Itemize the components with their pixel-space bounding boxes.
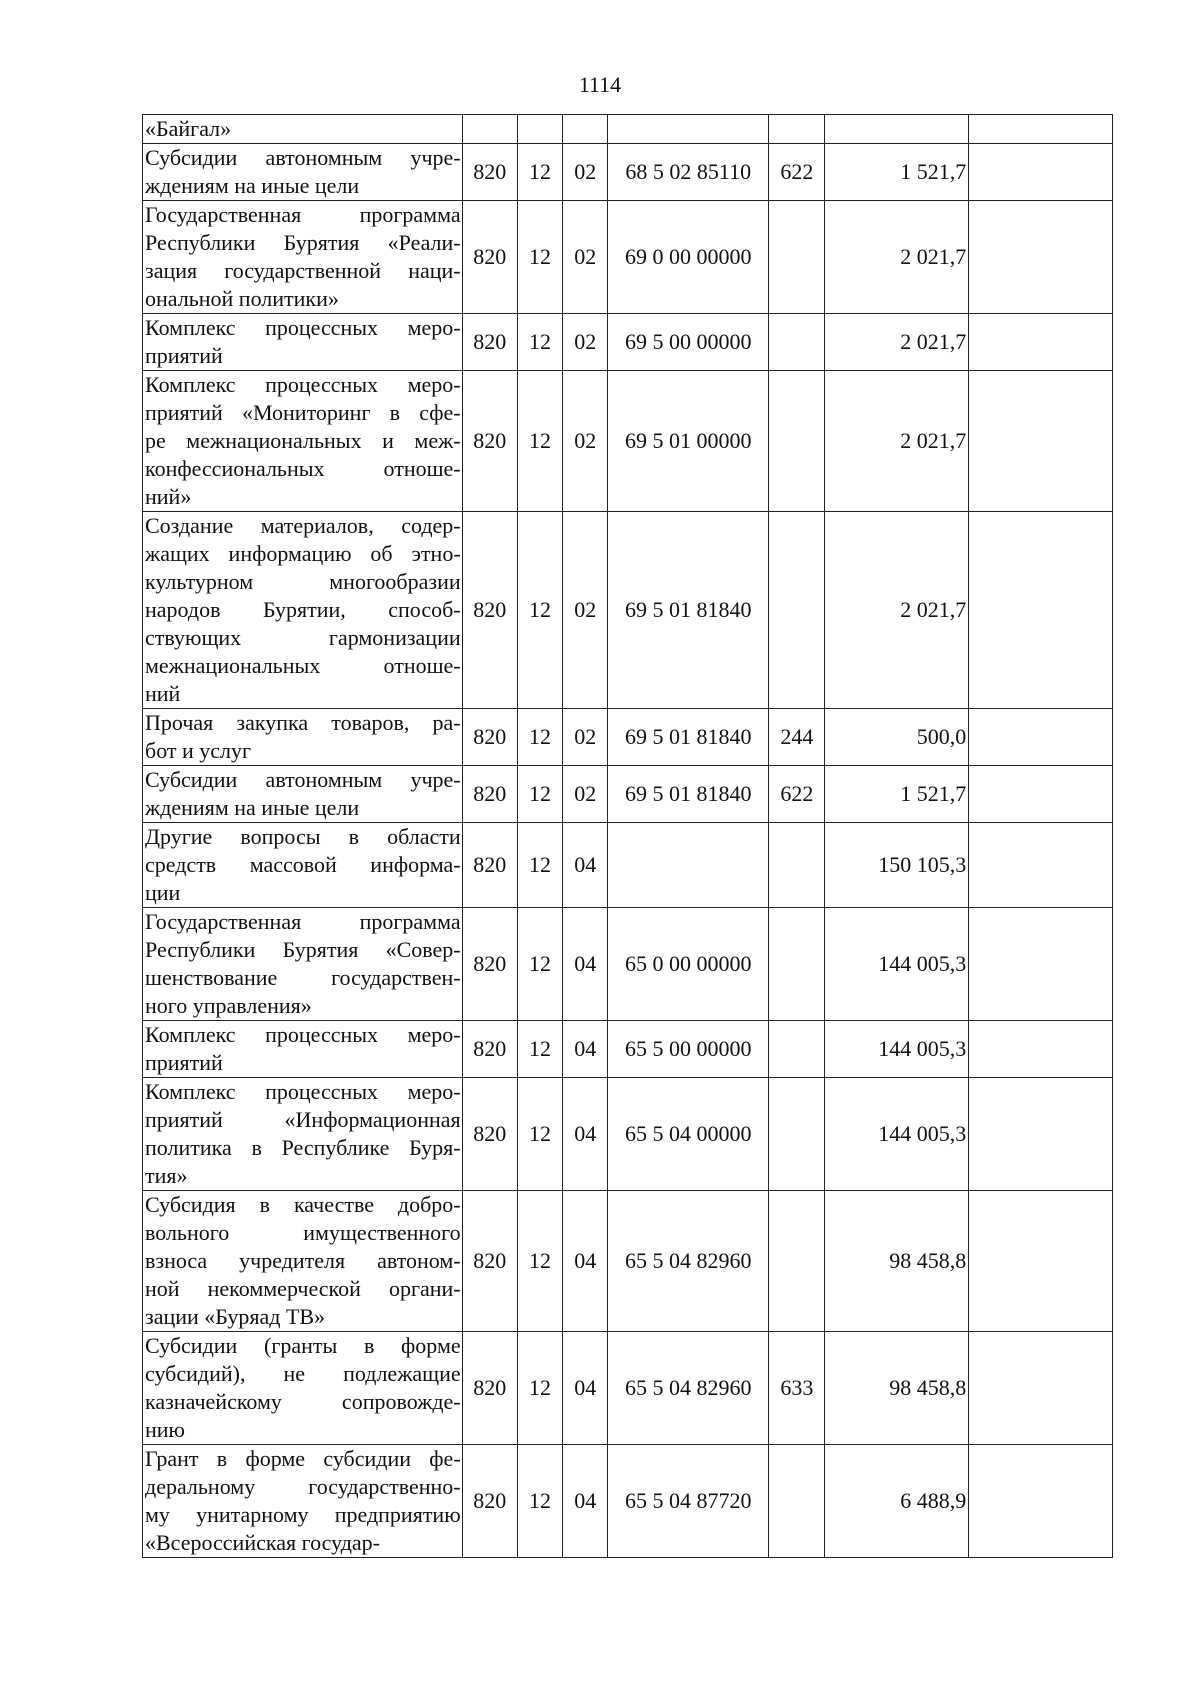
cell-rz: 12	[517, 1078, 562, 1191]
cell-ved: 820	[462, 1078, 517, 1191]
name-line: приятий «Информационная	[145, 1107, 461, 1132]
name-line: вольного имущественного	[145, 1220, 461, 1245]
cell-ved: 820	[462, 144, 517, 201]
name-line: тия»	[145, 1163, 188, 1188]
cell-rz: 12	[517, 144, 562, 201]
cell-vr	[769, 1021, 825, 1078]
cell-rz: 12	[517, 766, 562, 823]
cell-name	[143, 115, 463, 144]
name-line: Субсидии автономным учре-	[145, 767, 461, 792]
name-line: Комплекс процессных меро-	[145, 372, 461, 397]
table-row	[143, 1332, 1113, 1445]
name-line: «Байгал»	[145, 116, 232, 141]
name-line: Республики Бурятия «Совер-	[145, 937, 461, 962]
cell-pr: 04	[563, 1445, 608, 1558]
cell-vr	[769, 908, 825, 1021]
cell-pr: 04	[563, 1021, 608, 1078]
name-line: му унитарному предприятию	[145, 1502, 461, 1527]
cell-pr: 04	[563, 1078, 608, 1191]
table-row	[143, 144, 1113, 201]
table-row	[143, 371, 1113, 512]
cell-empty	[969, 144, 1113, 201]
cell-rz: 12	[517, 1332, 562, 1445]
cell-rz: 12	[517, 908, 562, 1021]
cell-name	[143, 908, 463, 1021]
name-line: зации «Буряад ТВ»	[145, 1304, 326, 1329]
cell-rz: 12	[517, 1445, 562, 1558]
cell-empty	[969, 1021, 1113, 1078]
cell-name	[143, 371, 463, 512]
table-row	[143, 512, 1113, 709]
cell-vr: 622	[769, 144, 825, 201]
cell-rz: 12	[517, 201, 562, 314]
cell-name	[143, 201, 463, 314]
cell-csr: 65 0 00 00000	[608, 908, 769, 1021]
cell-empty	[969, 201, 1113, 314]
name-line: ного управления»	[145, 993, 312, 1018]
cell-csr: 69 5 00 00000	[608, 314, 769, 371]
cell-name	[143, 1332, 463, 1445]
page-number: 1114	[578, 72, 622, 97]
cell-pr: 04	[563, 908, 608, 1021]
cell-sum: 1 521,7	[825, 766, 969, 823]
name-line: Комплекс процессных меро-	[145, 1022, 461, 1047]
cell-sum: 2 021,7	[825, 201, 969, 314]
name-line: Прочая закупка товаров, ра-	[145, 710, 461, 735]
name-line: народов Бурятии, способ-	[145, 597, 461, 622]
name-line: приятий	[145, 343, 223, 368]
cell-sum: 2 021,7	[825, 371, 969, 512]
name-line: нию	[145, 1417, 185, 1442]
cell-rz: 12	[517, 512, 562, 709]
name-line: Субсидии автономным учре-	[145, 145, 461, 170]
cell-csr: 65 5 04 87720	[608, 1445, 769, 1558]
table-row	[143, 314, 1113, 371]
name-line: шенствование государствен-	[145, 965, 461, 990]
cell-name	[143, 1445, 463, 1558]
cell-empty	[969, 1191, 1113, 1332]
cell-name	[143, 766, 463, 823]
name-line: Создание материалов, содер-	[145, 513, 461, 538]
cell-csr: 69 5 01 81840	[608, 709, 769, 766]
cell-name	[143, 1021, 463, 1078]
cell-ved: 820	[462, 823, 517, 908]
cell-vr	[769, 1191, 825, 1332]
cell-name	[143, 512, 463, 709]
cell-rz: 12	[517, 709, 562, 766]
name-line: Комплекс процессных меро-	[145, 315, 461, 340]
table-row	[143, 709, 1113, 766]
name-line: ний»	[145, 484, 192, 509]
name-line: Грант в форме субсидии фе-	[145, 1446, 461, 1471]
cell-empty	[969, 1078, 1113, 1191]
cell-csr	[608, 823, 769, 908]
cell-ved: 820	[462, 201, 517, 314]
cell-sum: 98 458,8	[825, 1332, 969, 1445]
cell-ved: 820	[462, 1445, 517, 1558]
cell-vr	[769, 115, 825, 144]
cell-csr: 69 5 01 81840	[608, 766, 769, 823]
table-row	[143, 1078, 1113, 1191]
table-row	[143, 115, 1113, 144]
name-line: деральному государственно-	[145, 1474, 461, 1499]
cell-rz: 12	[517, 823, 562, 908]
cell-name	[143, 709, 463, 766]
cell-sum: 144 005,3	[825, 1078, 969, 1191]
name-line: политика в Республике Буря-	[145, 1135, 461, 1160]
cell-vr	[769, 201, 825, 314]
cell-name	[143, 1078, 463, 1191]
table-row	[143, 1445, 1113, 1558]
cell-rz: 12	[517, 314, 562, 371]
cell-empty	[969, 314, 1113, 371]
table-row	[143, 1021, 1113, 1078]
cell-pr: 02	[563, 512, 608, 709]
cell-name	[143, 144, 463, 201]
cell-ved: 820	[462, 1191, 517, 1332]
name-line: ции	[145, 880, 181, 905]
table-row	[143, 823, 1113, 908]
cell-csr: 65 5 04 82960	[608, 1332, 769, 1445]
cell-sum	[825, 115, 969, 144]
cell-empty	[969, 512, 1113, 709]
cell-vr	[769, 823, 825, 908]
cell-ved: 820	[462, 908, 517, 1021]
cell-rz: 12	[517, 1191, 562, 1332]
name-line: зация государственной наци-	[145, 258, 461, 283]
cell-rz	[517, 115, 562, 144]
cell-sum: 2 021,7	[825, 512, 969, 709]
name-line: жащих информацию об этно-	[145, 541, 461, 566]
name-line: ональной политики»	[145, 286, 339, 311]
table-body	[143, 115, 1113, 1558]
name-line: субсидий), не подлежащие	[145, 1361, 461, 1386]
name-line: бот и услуг	[145, 738, 252, 763]
name-line: ре межнациональных и меж-	[145, 428, 461, 453]
name-line: конфессиональных отноше-	[145, 456, 461, 481]
cell-pr: 02	[563, 314, 608, 371]
cell-empty	[969, 115, 1113, 144]
cell-ved: 820	[462, 709, 517, 766]
cell-pr: 02	[563, 144, 608, 201]
name-line: казначейскому сопровожде-	[145, 1389, 461, 1414]
table-row	[143, 766, 1113, 823]
cell-sum: 98 458,8	[825, 1191, 969, 1332]
cell-vr	[769, 512, 825, 709]
cell-vr	[769, 314, 825, 371]
cell-pr	[563, 115, 608, 144]
cell-vr: 244	[769, 709, 825, 766]
table-row	[143, 908, 1113, 1021]
cell-pr: 04	[563, 1191, 608, 1332]
name-line: ний	[145, 681, 181, 706]
cell-sum: 144 005,3	[825, 1021, 969, 1078]
cell-pr: 04	[563, 1332, 608, 1445]
name-line: Другие вопросы в области	[145, 824, 461, 849]
table-row	[143, 201, 1113, 314]
cell-empty	[969, 908, 1113, 1021]
cell-empty	[969, 1445, 1113, 1558]
cell-sum: 6 488,9	[825, 1445, 969, 1558]
cell-pr: 02	[563, 709, 608, 766]
cell-ved: 820	[462, 512, 517, 709]
cell-ved: 820	[462, 314, 517, 371]
cell-ved: 820	[462, 1021, 517, 1078]
cell-name	[143, 314, 463, 371]
cell-empty	[969, 766, 1113, 823]
budget-table	[142, 114, 1113, 1558]
cell-csr: 69 0 00 00000	[608, 201, 769, 314]
table-row	[143, 1191, 1113, 1332]
cell-sum: 144 005,3	[825, 908, 969, 1021]
cell-ved: 820	[462, 1332, 517, 1445]
name-line: приятий «Мониторинг в сфе-	[145, 400, 461, 425]
cell-vr: 622	[769, 766, 825, 823]
name-line: Государственная программа	[145, 202, 461, 227]
cell-ved	[462, 115, 517, 144]
cell-name	[143, 823, 463, 908]
cell-empty	[969, 823, 1113, 908]
cell-csr: 69 5 01 81840	[608, 512, 769, 709]
cell-csr: 65 5 04 82960	[608, 1191, 769, 1332]
cell-pr: 02	[563, 371, 608, 512]
cell-vr	[769, 371, 825, 512]
cell-empty	[969, 371, 1113, 512]
cell-csr: 65 5 00 00000	[608, 1021, 769, 1078]
cell-sum: 500,0	[825, 709, 969, 766]
name-line: ждениям на иные цели	[145, 173, 360, 198]
cell-vr	[769, 1445, 825, 1558]
name-line: межнациональных отноше-	[145, 653, 461, 678]
name-line: Государственная программа	[145, 909, 461, 934]
cell-vr	[769, 1078, 825, 1191]
name-line: «Всероссийская государ-	[145, 1530, 380, 1555]
name-line: ждениям на иные цели	[145, 795, 360, 820]
cell-name	[143, 1191, 463, 1332]
cell-csr: 68 5 02 85110	[608, 144, 769, 201]
name-line: ной некоммерческой органи-	[145, 1276, 461, 1301]
cell-rz: 12	[517, 371, 562, 512]
name-line: Комплекс процессных меро-	[145, 1079, 461, 1104]
cell-sum: 1 521,7	[825, 144, 969, 201]
name-line: Субсидия в качестве добро-	[145, 1192, 461, 1217]
cell-ved: 820	[462, 766, 517, 823]
cell-pr: 02	[563, 201, 608, 314]
cell-pr: 04	[563, 823, 608, 908]
name-line: приятий	[145, 1050, 223, 1075]
name-line: Субсидии (гранты в форме	[145, 1333, 461, 1358]
name-line: Республики Бурятия «Реали-	[145, 230, 461, 255]
cell-rz: 12	[517, 1021, 562, 1078]
cell-csr	[608, 115, 769, 144]
cell-csr: 69 5 01 00000	[608, 371, 769, 512]
cell-sum: 2 021,7	[825, 314, 969, 371]
cell-pr: 02	[563, 766, 608, 823]
cell-ved: 820	[462, 371, 517, 512]
cell-sum: 150 105,3	[825, 823, 969, 908]
cell-vr: 633	[769, 1332, 825, 1445]
name-line: средств массовой информа-	[145, 852, 461, 877]
name-line: культурном многообразии	[145, 569, 461, 594]
name-line: взноса учредителя автоном-	[145, 1248, 461, 1273]
cell-empty	[969, 709, 1113, 766]
cell-csr: 65 5 04 00000	[608, 1078, 769, 1191]
cell-empty	[969, 1332, 1113, 1445]
name-line: ствующих гармонизации	[145, 625, 461, 650]
